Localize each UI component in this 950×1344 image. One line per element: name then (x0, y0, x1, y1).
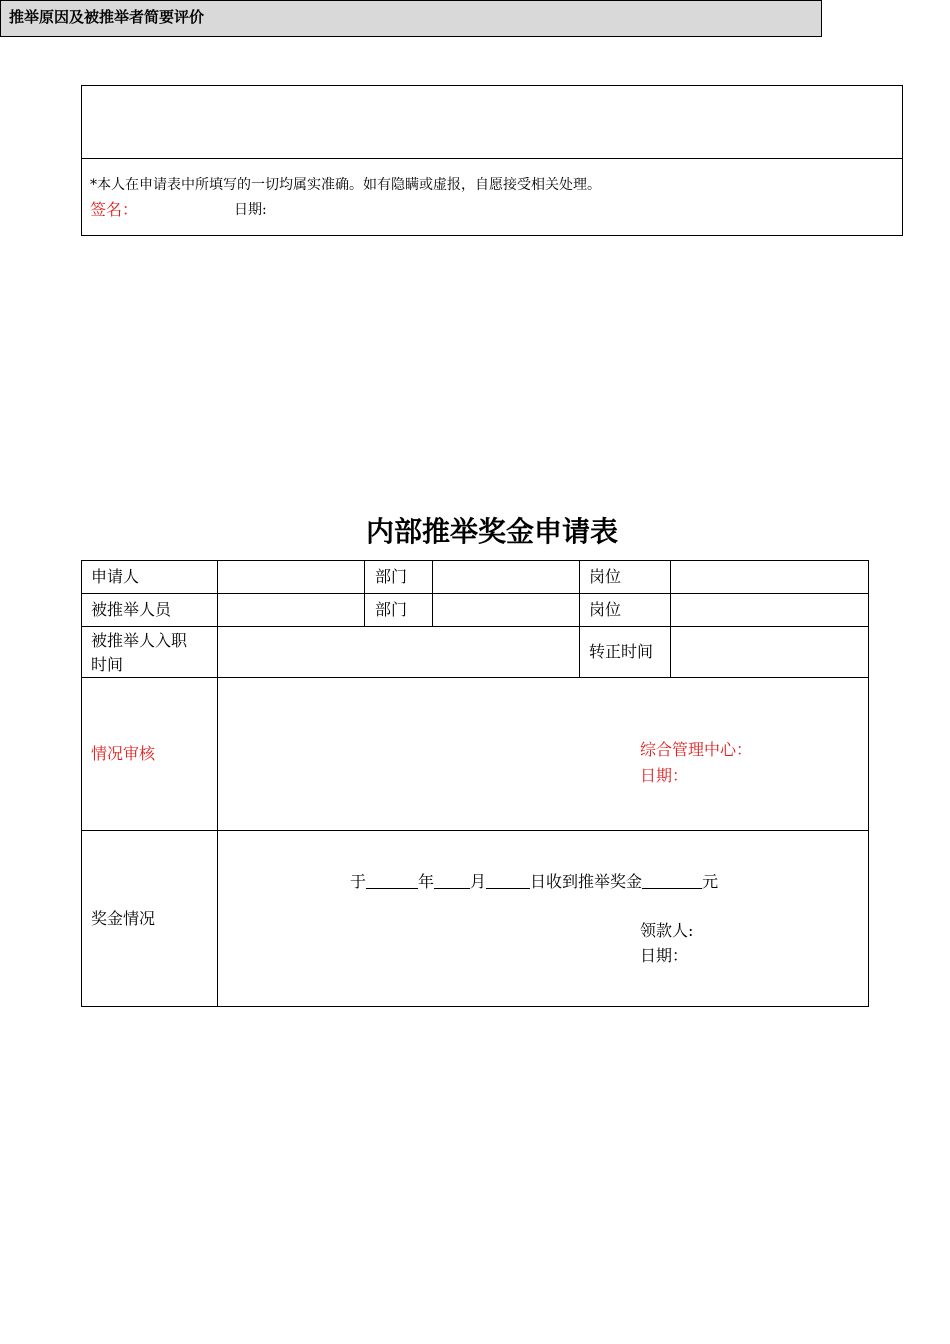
review-label: 情况审核 (91, 744, 156, 763)
bonus-yu-text: 于 (350, 872, 367, 891)
bonus-year-text: 年 (418, 872, 435, 891)
reason-section-header-label: 推举原因及被推举者简要评价 (9, 8, 205, 26)
nominee-input[interactable] (218, 594, 364, 626)
applicant-department-label: 部门 (375, 567, 408, 586)
form-title: 内部推举奖金申请表 (365, 515, 618, 548)
bonus-yuan-text: 元 (702, 872, 719, 891)
bonus-day-blank[interactable] (486, 872, 530, 889)
recipient-date-label: 日期： (640, 946, 689, 965)
applicant-label: 申请人 (91, 567, 140, 586)
bonus-month-text: 月 (470, 872, 487, 891)
nominee-label: 被推举人员 (91, 600, 172, 619)
reason-text-area[interactable] (81, 85, 903, 159)
applicant-department-input[interactable] (433, 561, 579, 593)
signature-date-label: 日期: (234, 202, 267, 218)
applicant-position-input[interactable] (671, 561, 868, 593)
bonus-receipt-line (350, 870, 718, 894)
nominee-position-input[interactable] (671, 594, 868, 626)
reason-section-header (0, 0, 822, 37)
hire-date-label-line2: 时间 (91, 655, 124, 674)
hire-date-input[interactable] (218, 627, 579, 677)
review-center-label: 综合管理中心： (640, 740, 753, 759)
declaration-box (81, 158, 903, 236)
col-divider (364, 560, 365, 627)
bonus-month-blank[interactable] (434, 872, 470, 889)
hire-date-label-line1: 被推举人入职 (91, 631, 188, 650)
applicant-input[interactable] (218, 561, 364, 593)
row-divider (81, 830, 869, 831)
col-divider (579, 560, 580, 678)
bonus-year-blank[interactable] (366, 872, 418, 889)
nominee-department-input[interactable] (433, 594, 579, 626)
signature-label: 签名： (90, 200, 139, 219)
regular-date-label: 转正时间 (589, 642, 654, 661)
bonus-label: 奖金情况 (91, 909, 156, 928)
bonus-received-text: 日收到推举奖金 (530, 872, 643, 891)
declaration-text: *本人在申请表中所填写的一切均属实准确。如有隐瞒或虚报，自愿接受相关处理。 (90, 177, 601, 193)
bonus-amount-blank[interactable] (642, 872, 702, 889)
nominee-department-label: 部门 (375, 600, 408, 619)
review-date-label: 日期： (640, 766, 689, 785)
applicant-position-label: 岗位 (589, 567, 622, 586)
recipient-label: 领款人: (640, 921, 694, 940)
review-input-area[interactable] (218, 678, 868, 830)
nominee-position-label: 岗位 (589, 600, 622, 619)
regular-date-input[interactable] (671, 627, 868, 677)
